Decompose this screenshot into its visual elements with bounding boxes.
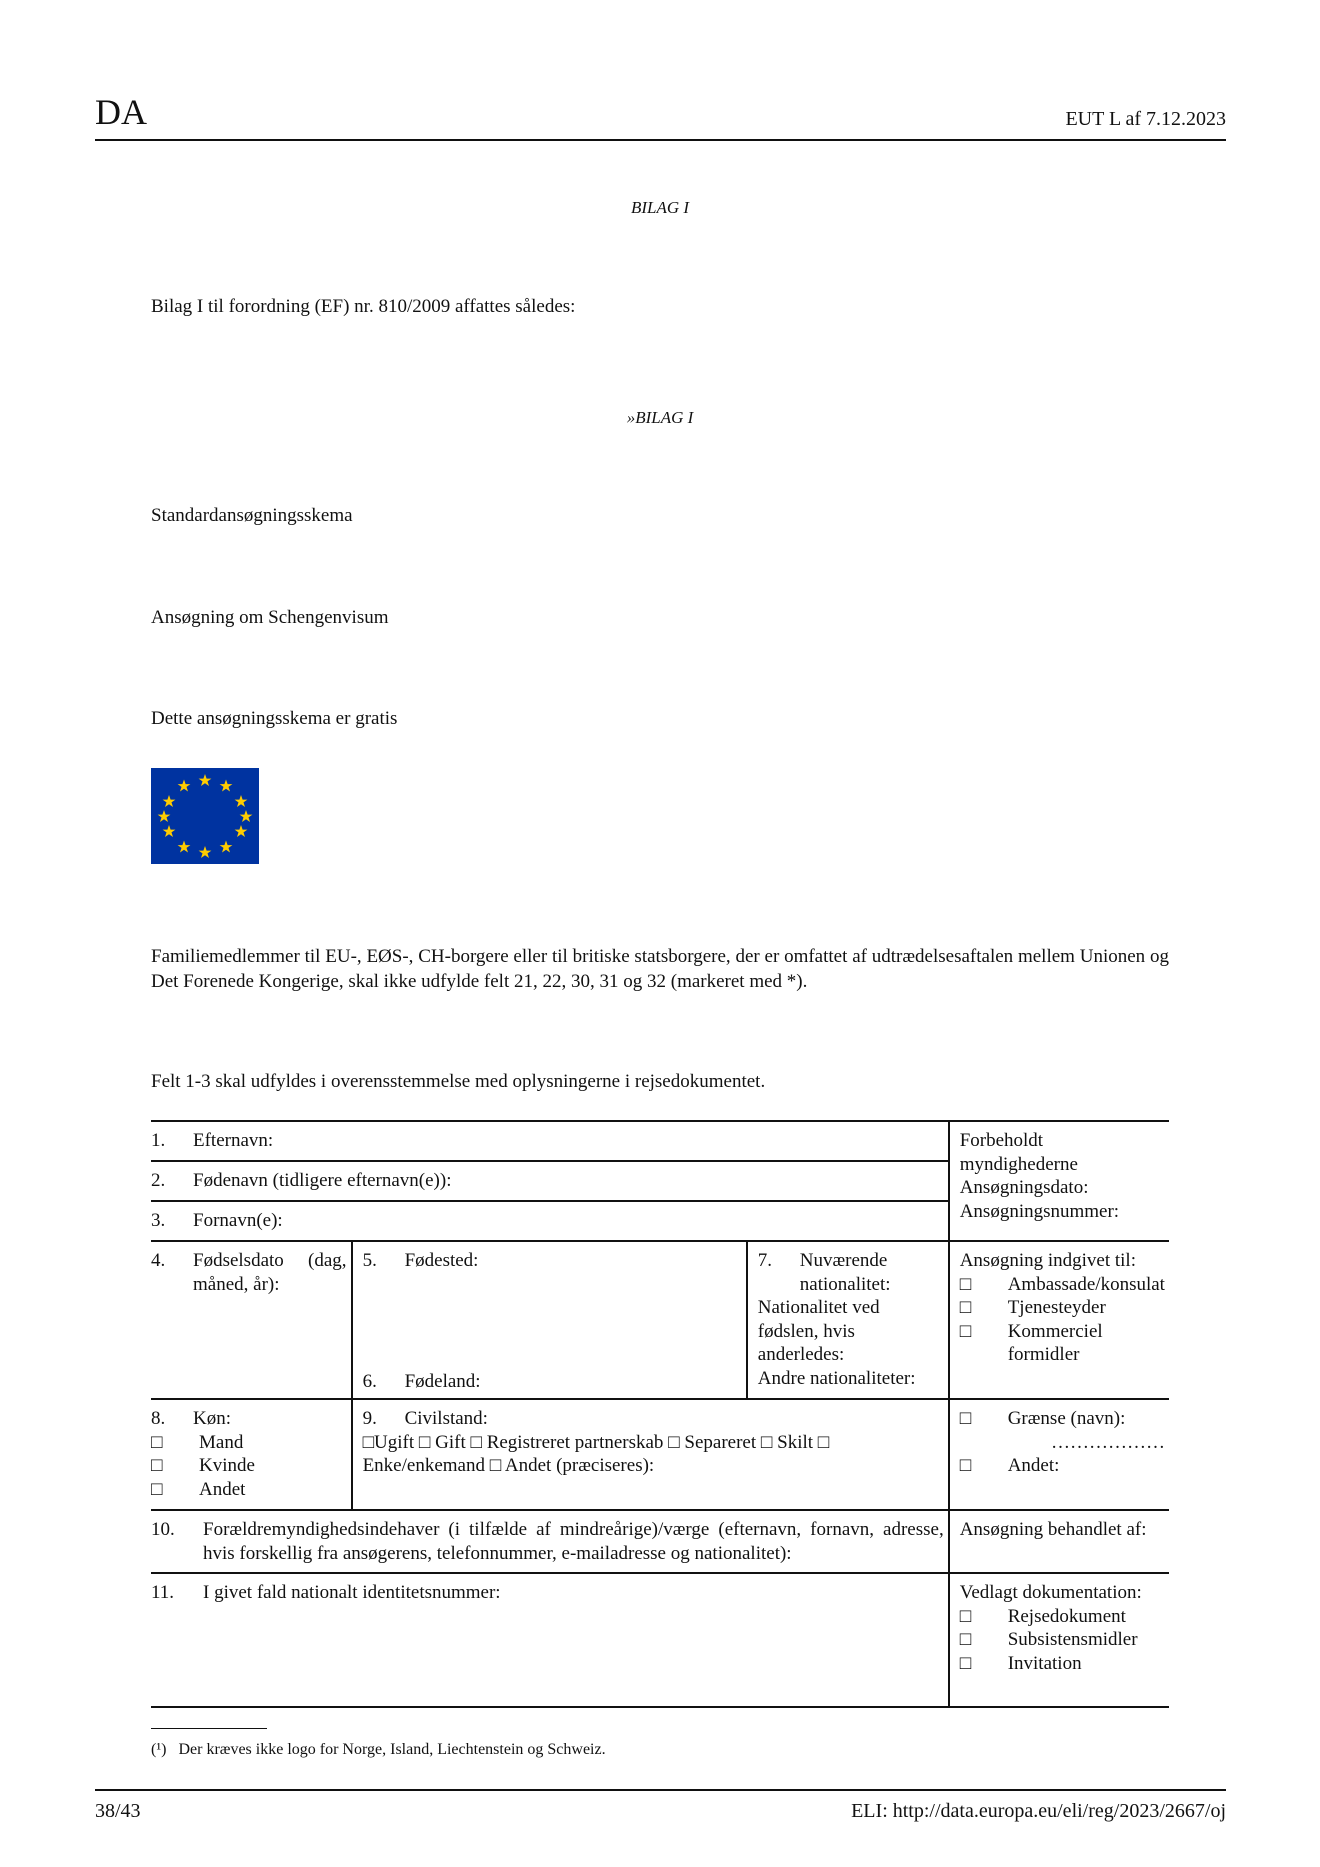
form-name: Standardansøgningsskema bbox=[151, 505, 353, 526]
civil-status-options-line-1[interactable]: □Ugift □ Gift □ Registreret partnerskab □ Separeret □ Skilt □ bbox=[362, 1431, 830, 1453]
border-name-dots: ……………… bbox=[1051, 1431, 1165, 1453]
eu-flag-logo bbox=[151, 768, 259, 864]
checkbox-other-lodged[interactable] bbox=[960, 1454, 1165, 1478]
field-label: Fødselsdato (dag, måned, år): bbox=[193, 1250, 347, 1295]
field-number: 11. bbox=[151, 1582, 175, 1603]
free-note: Dette ansøgningsskema er gratis bbox=[151, 708, 398, 729]
footnote-text: Der kræves ikke logo for Norge, Island, Liechtenstein og Schweiz. bbox=[178, 1741, 606, 1758]
eli-link[interactable]: ELI: http://data.europa.eu/eli/reg/2023/2667/oj bbox=[851, 1800, 1226, 1822]
footnote-rule bbox=[151, 1728, 267, 1729]
field-2-surname-at-birth[interactable] bbox=[151, 1161, 949, 1201]
field-number: 6. bbox=[362, 1370, 377, 1392]
language-code: DA bbox=[95, 92, 147, 132]
journal-reference: EUT L af 7.12.2023 bbox=[1065, 108, 1226, 130]
lodged-at-heading: Ansøgning indgivet til: bbox=[959, 1250, 1136, 1271]
checkbox-icon: □ bbox=[959, 1605, 972, 1627]
supporting-documents bbox=[949, 1573, 1169, 1707]
checkbox-means-of-subsistence[interactable] bbox=[960, 1628, 1165, 1652]
checkbox-icon: □ bbox=[959, 1652, 972, 1674]
field-number: 7. bbox=[757, 1250, 773, 1271]
checkbox-border[interactable] bbox=[960, 1407, 1165, 1431]
field-label: Fornavn(e): bbox=[193, 1210, 283, 1231]
option-label: Kvinde bbox=[199, 1455, 255, 1476]
supporting-documents-heading: Vedlagt dokumentation: bbox=[959, 1582, 1142, 1603]
option-label: Andet bbox=[199, 1478, 246, 1500]
field-5-6-place-country-of-birth[interactable] bbox=[352, 1241, 747, 1399]
application-lodged-at bbox=[949, 1241, 1169, 1399]
annex-title: BILAG I bbox=[630, 198, 690, 217]
reserved-heading: Forbeholdt myndighederne bbox=[959, 1130, 1078, 1175]
checkbox-icon: □ bbox=[959, 1408, 972, 1429]
checkbox-icon: □ bbox=[151, 1431, 163, 1453]
footnote-mark: (¹) bbox=[151, 1741, 167, 1758]
field-1-surname[interactable] bbox=[151, 1121, 949, 1161]
nationality-at-birth-label: Nationalitet ved fødslen, hvis anderledes: bbox=[757, 1297, 880, 1365]
field-number: 2. bbox=[151, 1170, 166, 1191]
option-label: Invitation bbox=[1007, 1652, 1082, 1674]
field-number: 1. bbox=[151, 1130, 166, 1151]
checkbox-icon: □ bbox=[959, 1320, 972, 1342]
field-9-civil-status[interactable] bbox=[352, 1399, 949, 1510]
checkbox-service-provider[interactable] bbox=[960, 1296, 1165, 1320]
field-number: 10. bbox=[151, 1519, 175, 1540]
header-rule bbox=[95, 139, 1226, 141]
reserved-for-authorities bbox=[949, 1121, 1169, 1241]
checkbox-icon: □ bbox=[151, 1455, 163, 1476]
field-label: Nuværende nationalitet: bbox=[799, 1250, 891, 1295]
checkbox-other-sex[interactable] bbox=[151, 1478, 347, 1502]
intro-text: Bilag I til forordning (EF) nr. 810/2009 affattes således: bbox=[151, 296, 576, 317]
checkbox-travel-document[interactable] bbox=[960, 1605, 1165, 1629]
field-number: 4. bbox=[151, 1250, 166, 1271]
option-label: Ambassade/konsulat bbox=[1007, 1273, 1165, 1295]
field-3-first-names[interactable] bbox=[151, 1201, 949, 1241]
field-10-guardian[interactable] bbox=[151, 1510, 949, 1573]
footer-rule bbox=[95, 1789, 1226, 1791]
option-label: Andet: bbox=[1007, 1455, 1060, 1476]
field-label: Fødenavn (tidligere efternavn(e)): bbox=[193, 1170, 452, 1191]
option-label: Subsistensmidler bbox=[1007, 1629, 1138, 1650]
field-7-nationality[interactable] bbox=[747, 1241, 949, 1399]
application-number-label: Ansøgningsnummer: bbox=[959, 1200, 1120, 1222]
application-form-table bbox=[151, 1120, 1169, 1708]
field-4-date-of-birth[interactable] bbox=[151, 1241, 352, 1399]
footnote bbox=[151, 1741, 606, 1759]
fields-note: Felt 1-3 skal udfyldes i overensstemmelse med oplysningerne i rejsedokumentet. bbox=[151, 1071, 766, 1092]
checkbox-icon: □ bbox=[959, 1455, 972, 1476]
field-11-national-id[interactable] bbox=[151, 1573, 949, 1707]
field-label: Fødested: bbox=[404, 1250, 479, 1271]
checkbox-icon: □ bbox=[959, 1629, 972, 1650]
field-number: 5. bbox=[362, 1250, 377, 1271]
field-label: Civilstand: bbox=[404, 1408, 488, 1429]
page-number: 38/43 bbox=[95, 1800, 141, 1822]
field-label: Fødeland: bbox=[404, 1370, 481, 1392]
option-label: Rejsedokument bbox=[1007, 1605, 1126, 1627]
checkbox-embassy[interactable] bbox=[960, 1273, 1165, 1297]
family-members-note: Familiemedlemmer til EU-, EØS-, CH-borgere eller til britiske statsborgere, der er omfattet af udtrædelsesaftalen mellem Unionen og Det Forenede Kongerige, skal ikke udfylde felt 21, 22, 30, 31 og 32 (markeret med *). bbox=[151, 946, 1169, 992]
field-label: Efternavn: bbox=[193, 1130, 274, 1151]
checkbox-icon: □ bbox=[959, 1273, 972, 1295]
checkbox-male[interactable] bbox=[151, 1431, 347, 1455]
form-subject: Ansøgning om Schengenvisum bbox=[151, 607, 389, 628]
application-handled-by: Ansøgning behandlet af: bbox=[949, 1510, 1169, 1573]
field-8-sex[interactable] bbox=[151, 1399, 352, 1510]
field-label: Forældremyndighedsindehaver (i tilfælde af mindreårige)/værge (efternavn, fornavn, adresse, hvis forskellig fra ansøgerens, telefonnummer, e-mailadresse og nationalitet): bbox=[203, 1519, 944, 1564]
field-number: 9. bbox=[362, 1408, 377, 1429]
checkbox-icon: □ bbox=[959, 1297, 972, 1318]
application-date-label: Ansøgningsdato: bbox=[959, 1177, 1089, 1198]
field-number: 8. bbox=[151, 1408, 166, 1429]
option-label: Grænse (navn): bbox=[1007, 1408, 1126, 1429]
option-label: Mand bbox=[199, 1431, 244, 1453]
annex-title-quoted: »BILAG I bbox=[626, 408, 694, 427]
other-nationalities-label: Andre nationaliteter: bbox=[757, 1367, 916, 1389]
field-number: 3. bbox=[151, 1210, 166, 1231]
field-label: I givet fald nationalt identitetsnummer: bbox=[203, 1582, 501, 1603]
field-label: Køn: bbox=[193, 1408, 231, 1429]
checkbox-icon: □ bbox=[151, 1478, 163, 1500]
checkbox-commercial-intermediary[interactable] bbox=[960, 1320, 1165, 1367]
option-label: Tjenesteyder bbox=[1007, 1297, 1106, 1318]
checkbox-female[interactable] bbox=[151, 1454, 347, 1478]
civil-status-options-line-2[interactable]: Enke/enkemand □ Andet (præciseres): bbox=[362, 1455, 655, 1476]
option-label: Kommerciel formidler bbox=[1007, 1320, 1103, 1365]
border-other-options bbox=[949, 1399, 1169, 1510]
checkbox-invitation[interactable] bbox=[960, 1652, 1165, 1676]
